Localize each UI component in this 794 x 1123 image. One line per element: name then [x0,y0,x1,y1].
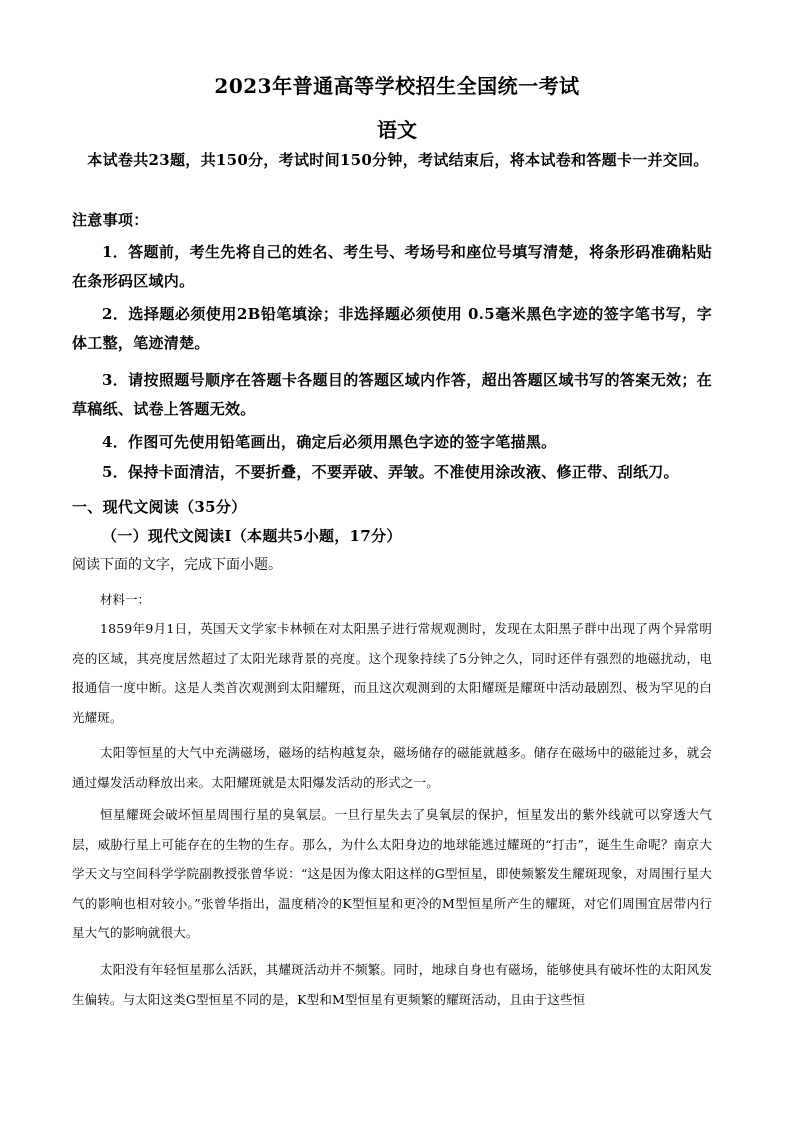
material-paragraph-3: 恒星耀斑会破坏恒星周围行星的臭氧层。一旦行星失去了臭氧层的保护，恒星发出的紫外线就可以穿透大气层，威胁行星上可能存在的生物的生存。那么，为什么太阳身边的地球能逃过耀斑的“打击”，诞生生命呢？南京大学天文与空间科学学院副教授张曾华说：“这是因为像太阳这样的G型恒星，即使频繁发生耀斑现象，对周围行星大气的影响也相对较小。”张曾华指出，温度稍冷的K型恒星和更冷的M型恒星所产生的耀斑，对它们周围宜居带内行星大气的影响就很大。 [72,807,712,940]
notice-item-1: 1．答题前，考生先将自己的姓名、考生号、考场号和座位号填写清楚，将条形码准确粘贴在条形码区域内。 [72,243,712,290]
exam-intro: 本试卷共23题，共150分，考试时间150分钟，考试结束后，将本试卷和答题卡一并交回。 [87,151,709,169]
material-paragraph-2: 太阳等恒星的大气中充满磁场，磁场的结构越复杂，磁场储存的磁能就越多。储存在磁场中的磁能过多，就会通过爆发活动释放出来。太阳耀斑就是太阳爆发活动的形式之一。 [72,745,712,790]
subsection-heading: （一）现代文阅读Ⅰ（本题共5小题，17分） [102,527,402,545]
notice-item-2: 2．选择题必须使用2B铅笔填涂；非选择题必须使用 0.5毫米黑色字迹的签字笔书写，字体工整，笔迹清楚。 [72,305,712,352]
exam-title: 2023年普通高等学校招生全国统一考试 [214,74,580,98]
material-paragraph-1: 1859年9月1日，英国天文学家卡林顿在对太阳黑子进行常规观测时，发现在太阳黑子群中出现了两个异常明亮的区域，其亮度居然超过了太阳光球背景的亮度。这个现象持续了5分钟之久，同时还伴有强烈的地磁扰动，电报通信一度中断。这是人类首次观测到太阳耀斑，而且这次观测到的太阳耀斑是耀斑中活动最剧烈、极为罕见的白光耀斑。 [72,621,712,725]
subject-title: 语文 [377,118,417,142]
reading-instruction: 阅读下面的文字，完成下面小题。 [72,557,282,573]
notice-item-5: 5．保持卡面清洁，不要折叠，不要弄破、弄皱。不准使用涂改液、修正带、刮纸刀。 [102,463,679,481]
material-paragraph-4: 太阳没有年轻恒星那么活跃，其耀斑活动并不频繁。同时，地球自身也有磁场，能够使具有破坏性的太阳风发生偏转。与太阳这类G型恒星不同的是，K型和M型恒星有更频繁的耀斑活动，且由于这些恒 [72,962,712,1007]
notice-heading: 注意事项： [72,211,149,229]
notice-item-4: 4．作图可先使用铅笔画出，确定后必须用黑色字迹的签字笔描黑。 [102,433,557,451]
section-heading: 一、现代文阅读（35分） [72,498,247,516]
material-label: 材料一： [100,592,151,607]
notice-item-3: 3．请按照题号顺序在答题卡各题目的答题区域内作答，超出答题区域书写的答案无效；在草稿纸、试卷上答题无效。 [72,371,712,418]
